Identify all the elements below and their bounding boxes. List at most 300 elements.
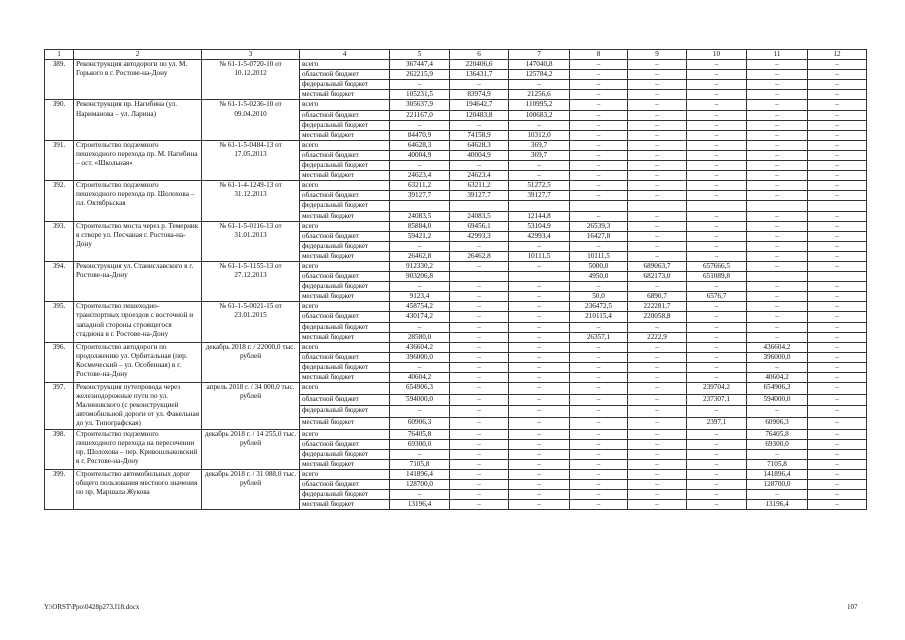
amount-cell: – [450, 480, 509, 490]
amount-cell: – [808, 251, 867, 261]
amount-cell: 125784,2 [509, 70, 570, 80]
amount-cell: – [450, 161, 509, 171]
amount-cell: – [628, 251, 687, 261]
amount-cell [808, 201, 867, 211]
table-header [45, 50, 867, 60]
amount-cell: – [747, 191, 808, 201]
amount-cell: – [509, 342, 570, 352]
funding-source: областной бюджет [300, 110, 390, 120]
amount-cell [570, 201, 628, 211]
amount-cell: – [687, 80, 747, 90]
amount-cell: 39127,7 [450, 191, 509, 201]
amount-cell: – [570, 161, 628, 171]
amount-cell: 39127,7 [390, 191, 450, 201]
amount-cell: – [687, 429, 747, 439]
amount-cell: 63211,2 [450, 181, 509, 191]
amount-cell: – [450, 241, 509, 251]
amount-cell: 4950,0 [570, 272, 628, 282]
amount-cell: 26357,1 [570, 332, 628, 342]
amount-cell: – [450, 429, 509, 439]
amount-cell: 40604,2 [747, 373, 808, 383]
amount-cell: 651089,8 [687, 272, 747, 282]
amount-cell: – [687, 211, 747, 221]
amount-cell: – [509, 332, 570, 342]
amount-cell: – [450, 312, 509, 322]
amount-cell: – [808, 406, 867, 418]
amount-cell: 2397,1 [687, 417, 747, 429]
amount-cell: – [570, 373, 628, 383]
amount-cell: 220406,6 [450, 60, 509, 70]
amount-cell: – [450, 417, 509, 429]
amount-cell: – [808, 429, 867, 439]
amount-cell: 136431,7 [450, 70, 509, 80]
table-row [45, 429, 867, 439]
file-path: Y:\ORST\Ppo\0428p273.f18.docx [44, 603, 140, 611]
amount-cell: – [390, 161, 450, 171]
amount-cell [450, 201, 509, 211]
amount-cell: – [747, 406, 808, 418]
amount-cell: – [687, 161, 747, 171]
amount-cell: – [450, 394, 509, 406]
amount-cell: 458754,2 [390, 302, 450, 312]
amount-cell: 128700,0 [390, 480, 450, 490]
amount-cell: – [628, 100, 687, 110]
amount-cell [747, 272, 808, 282]
amount-cell: – [570, 417, 628, 429]
table-row [45, 261, 867, 271]
amount-cell: 42993,4 [509, 231, 570, 241]
amount-cell: 262215,9 [390, 70, 450, 80]
amount-cell: – [509, 362, 570, 372]
column-number: 10 [687, 50, 747, 60]
amount-cell: – [509, 80, 570, 90]
amount-cell: – [747, 90, 808, 100]
table-row [45, 302, 867, 312]
funding-source: местный бюджет [300, 373, 390, 383]
funding-source: всего [300, 60, 390, 70]
amount-cell: – [628, 417, 687, 429]
amount-cell: – [808, 120, 867, 130]
amount-cell: – [808, 60, 867, 70]
amount-cell: – [628, 60, 687, 70]
amount-cell: – [570, 110, 628, 120]
amount-cell: – [687, 352, 747, 362]
amount-cell: – [808, 500, 867, 510]
amount-cell: – [808, 490, 867, 500]
amount-cell: 84470,9 [390, 130, 450, 140]
amount-cell: – [747, 241, 808, 251]
funding-source: всего [300, 221, 390, 231]
amount-cell: – [570, 181, 628, 191]
amount-cell: – [687, 150, 747, 160]
amount-cell: 221167,0 [390, 110, 450, 120]
amount-cell: 657666,5 [687, 261, 747, 271]
amount-cell: – [808, 480, 867, 490]
amount-cell: – [509, 241, 570, 251]
amount-cell: 682173,0 [628, 272, 687, 282]
amount-cell: 2222,9 [628, 332, 687, 342]
amount-cell: – [808, 90, 867, 100]
amount-cell: – [628, 140, 687, 150]
table-row [45, 469, 867, 479]
amount-cell: – [509, 292, 570, 302]
amount-cell: 40604,2 [390, 373, 450, 383]
amount-cell: 16427,8 [570, 231, 628, 241]
amount-cell: – [450, 282, 509, 292]
amount-cell: – [747, 140, 808, 150]
amount-cell: – [450, 352, 509, 362]
amount-cell: – [687, 362, 747, 372]
amount-cell: – [509, 261, 570, 271]
amount-cell: – [509, 282, 570, 292]
amount-cell: 40004,9 [390, 150, 450, 160]
amount-cell: 594000,0 [747, 394, 808, 406]
funding-source: областной бюджет [300, 231, 390, 241]
amount-cell: – [390, 80, 450, 90]
amount-cell: – [808, 221, 867, 231]
project-document: № 61-1-5-1155-13 от 27.12.2013 [202, 261, 300, 301]
amount-cell: – [808, 282, 867, 292]
amount-cell: – [808, 191, 867, 201]
project-document: № 61-1-4-1249-13 от 31.12.2013 [202, 181, 300, 221]
amount-cell: – [747, 211, 808, 221]
amount-cell: 40004,9 [450, 150, 509, 160]
project-document: № 61-1-5-0720-10 от 10.12.2012 [202, 60, 300, 100]
amount-cell: – [570, 241, 628, 251]
amount-cell: – [747, 70, 808, 80]
amount-cell: 10111,5 [570, 251, 628, 261]
amount-cell: 6890,7 [628, 292, 687, 302]
amount-cell: – [450, 342, 509, 352]
amount-cell: – [808, 342, 867, 352]
amount-cell: – [450, 322, 509, 332]
amount-cell: – [509, 459, 570, 469]
amount-cell: – [570, 140, 628, 150]
amount-cell: – [808, 459, 867, 469]
amount-cell: – [509, 120, 570, 130]
amount-cell: 76405,8 [747, 429, 808, 439]
amount-cell: – [628, 110, 687, 120]
amount-cell: – [628, 211, 687, 221]
project-number: 391. [45, 140, 74, 180]
amount-cell: 5000,0 [570, 261, 628, 271]
project-number: 393. [45, 221, 74, 261]
amount-cell: 100683,2 [509, 110, 570, 120]
amount-cell: – [747, 292, 808, 302]
amount-cell: – [509, 394, 570, 406]
amount-cell: 194642,7 [450, 100, 509, 110]
amount-cell: – [747, 282, 808, 292]
funding-source: местный бюджет [300, 417, 390, 429]
amount-cell: – [808, 417, 867, 429]
amount-cell: – [570, 70, 628, 80]
amount-cell: – [808, 110, 867, 120]
project-document: апрель 2018 г. / 34 000,0 тыс. рублей [202, 383, 300, 429]
funding-source: областной бюджет [300, 150, 390, 160]
amount-cell: – [747, 490, 808, 500]
amount-cell: 69300,0 [747, 439, 808, 449]
amount-cell [628, 201, 687, 211]
amount-cell: – [747, 100, 808, 110]
amount-cell: – [808, 231, 867, 241]
amount-cell: 60906,3 [747, 417, 808, 429]
amount-cell: 10312,0 [509, 130, 570, 140]
amount-cell: – [628, 241, 687, 251]
funding-source: федеральный бюджет [300, 120, 390, 130]
amount-cell: – [687, 251, 747, 261]
amount-cell: – [687, 322, 747, 332]
amount-cell [390, 201, 450, 211]
amount-cell: – [570, 282, 628, 292]
amount-cell: – [390, 362, 450, 372]
amount-cell: – [509, 312, 570, 322]
funding-source: местный бюджет [300, 211, 390, 221]
amount-cell [808, 272, 867, 282]
amount-cell: – [509, 161, 570, 171]
amount-cell: – [747, 181, 808, 191]
funding-source: всего [300, 383, 390, 395]
amount-cell [687, 201, 747, 211]
amount-cell: – [628, 480, 687, 490]
amount-cell: – [747, 322, 808, 332]
amount-cell [509, 272, 570, 282]
amount-cell: – [687, 449, 747, 459]
amount-cell: – [628, 373, 687, 383]
amount-cell: 110995,2 [509, 100, 570, 110]
funding-source: областной бюджет [300, 70, 390, 80]
amount-cell: – [628, 459, 687, 469]
amount-cell: – [808, 439, 867, 449]
table-row [45, 221, 867, 231]
amount-cell: 222281,7 [628, 302, 687, 312]
amount-cell: – [509, 429, 570, 439]
amount-cell: – [509, 171, 570, 181]
amount-cell: – [450, 362, 509, 372]
amount-cell: – [390, 449, 450, 459]
funding-source: федеральный бюджет [300, 201, 390, 211]
project-number: 398. [45, 429, 74, 469]
amount-cell: 7105,8 [747, 459, 808, 469]
amount-cell: – [747, 130, 808, 140]
amount-cell: – [509, 383, 570, 395]
amount-cell: – [747, 332, 808, 342]
amount-cell: – [390, 406, 450, 418]
amount-cell: 24083,5 [390, 211, 450, 221]
amount-cell: – [450, 490, 509, 500]
project-document: № 61-1-5-0484-13 от 17.05.2013 [202, 140, 300, 180]
amount-cell: – [570, 191, 628, 201]
amount-cell: – [687, 191, 747, 201]
amount-cell: – [808, 352, 867, 362]
amount-cell: 63211,2 [390, 181, 450, 191]
amount-cell: – [808, 292, 867, 302]
amount-cell: – [570, 342, 628, 352]
amount-cell: – [570, 322, 628, 332]
funding-source: федеральный бюджет [300, 322, 390, 332]
amount-cell: – [687, 332, 747, 342]
amount-cell: – [509, 480, 570, 490]
amount-cell: – [687, 70, 747, 80]
amount-cell: – [628, 282, 687, 292]
amount-cell: 60906,3 [390, 417, 450, 429]
amount-cell: – [687, 171, 747, 181]
amount-cell: 13196,4 [747, 500, 808, 510]
funding-source: местный бюджет [300, 130, 390, 140]
amount-cell: – [570, 80, 628, 90]
funding-source: всего [300, 181, 390, 191]
amount-cell: – [628, 70, 687, 80]
amount-cell: 64628,3 [450, 140, 509, 150]
amount-cell: – [687, 231, 747, 241]
table-body [45, 60, 867, 510]
project-number: 397. [45, 383, 74, 429]
amount-cell: – [808, 394, 867, 406]
funding-source: областной бюджет [300, 352, 390, 362]
amount-cell: – [687, 140, 747, 150]
funding-source: местный бюджет [300, 251, 390, 261]
amount-cell: – [687, 439, 747, 449]
amount-cell: – [808, 130, 867, 140]
amount-cell: 21256,6 [509, 90, 570, 100]
amount-cell: 237307,1 [687, 394, 747, 406]
amount-cell: – [808, 100, 867, 110]
amount-cell: – [687, 373, 747, 383]
amount-cell: 26462,8 [450, 251, 509, 261]
amount-cell: – [808, 211, 867, 221]
project-document: декабрь 2018 г. / 22000,0 тыс. рублей [202, 342, 300, 382]
funding-source: всего [300, 429, 390, 439]
amount-cell: – [747, 150, 808, 160]
amount-cell: 120483,8 [450, 110, 509, 120]
amount-cell: – [747, 80, 808, 90]
funding-source: всего [300, 261, 390, 271]
amount-cell: – [509, 490, 570, 500]
column-number: 12 [808, 50, 867, 60]
amount-cell: 7105,8 [390, 459, 450, 469]
project-document: № 61-1-5-0021-15 от 23.01.2015 [202, 302, 300, 342]
amount-cell: – [687, 342, 747, 352]
amount-cell: – [570, 429, 628, 439]
amount-cell: – [628, 383, 687, 395]
amount-cell: – [390, 120, 450, 130]
amount-cell: – [628, 490, 687, 500]
amount-cell: – [509, 417, 570, 429]
funding-source: местный бюджет [300, 90, 390, 100]
amount-cell: – [450, 383, 509, 395]
amount-cell: – [628, 322, 687, 332]
amount-cell: – [628, 449, 687, 459]
amount-cell: – [628, 406, 687, 418]
amount-cell: – [687, 100, 747, 110]
amount-cell: 654906,3 [747, 383, 808, 395]
amount-cell: – [628, 130, 687, 140]
project-number: 389. [45, 60, 74, 100]
amount-cell: – [628, 181, 687, 191]
amount-cell: – [570, 394, 628, 406]
column-number: 4 [300, 50, 390, 60]
amount-cell: – [628, 161, 687, 171]
amount-cell: – [450, 302, 509, 312]
amount-cell: – [450, 261, 509, 271]
table-row [45, 60, 867, 70]
amount-cell: 369,7 [509, 140, 570, 150]
amount-cell: – [628, 342, 687, 352]
amount-cell: 83974,9 [450, 90, 509, 100]
column-number: 7 [509, 50, 570, 60]
amount-cell: – [628, 221, 687, 231]
column-number-row [45, 50, 867, 60]
amount-cell: – [808, 332, 867, 342]
table-row [45, 383, 867, 395]
amount-cell: – [687, 469, 747, 479]
project-name: Строительство моста через р. Темерник в створе ул. Песчаная г. Ростова-на-Дону [74, 221, 202, 261]
amount-cell: – [570, 449, 628, 459]
amount-cell: – [687, 406, 747, 418]
amount-cell: – [450, 80, 509, 90]
amount-cell: – [747, 171, 808, 181]
amount-cell: 13196,4 [390, 500, 450, 510]
amount-cell: 912330,2 [390, 261, 450, 271]
amount-cell: – [570, 352, 628, 362]
funding-source: федеральный бюджет [300, 241, 390, 251]
project-number: 394. [45, 261, 74, 301]
amount-cell: – [747, 251, 808, 261]
amount-cell: 74158,9 [450, 130, 509, 140]
amount-cell: 654906,3 [390, 383, 450, 395]
funding-source: областной бюджет [300, 191, 390, 201]
amount-cell: – [687, 282, 747, 292]
amount-cell: – [509, 500, 570, 510]
amount-cell: 12144,8 [509, 211, 570, 221]
amount-cell: – [390, 282, 450, 292]
funding-source: всего [300, 469, 390, 479]
amount-cell: 69456,1 [450, 221, 509, 231]
amount-cell: 396000,0 [390, 352, 450, 362]
table-row [45, 181, 867, 191]
amount-cell: 50,0 [570, 292, 628, 302]
amount-cell: – [570, 211, 628, 221]
amount-cell: – [570, 171, 628, 181]
amount-cell: – [808, 383, 867, 395]
amount-cell: – [808, 140, 867, 150]
funding-source: всего [300, 342, 390, 352]
project-name: Строительство подземного пешеходного перехода пр. Шолохова – пл. Октябрьская [74, 181, 202, 221]
funding-source: областной бюджет [300, 272, 390, 282]
amount-cell: – [687, 130, 747, 140]
amount-cell: – [747, 362, 808, 372]
project-number: 396. [45, 342, 74, 382]
amount-cell: – [747, 312, 808, 322]
amount-cell: 396000,0 [747, 352, 808, 362]
amount-cell: – [628, 500, 687, 510]
amount-cell: – [808, 80, 867, 90]
amount-cell: 42993,3 [450, 231, 509, 241]
funding-source: всего [300, 302, 390, 312]
amount-cell: – [570, 480, 628, 490]
amount-cell: – [570, 130, 628, 140]
project-name: Реконструкция ул. Станиславского в г. Ростове-на-Дону [74, 261, 202, 301]
project-document: № 61-1-5-0236-10 от 09.04.2010 [202, 100, 300, 140]
column-number: 9 [628, 50, 687, 60]
table-row [45, 100, 867, 110]
project-number: 399. [45, 469, 74, 509]
amount-cell: – [570, 100, 628, 110]
amount-cell: – [808, 161, 867, 171]
amount-cell: 10111,5 [509, 251, 570, 261]
amount-cell: – [747, 221, 808, 231]
amount-cell: – [450, 439, 509, 449]
amount-cell: – [628, 394, 687, 406]
